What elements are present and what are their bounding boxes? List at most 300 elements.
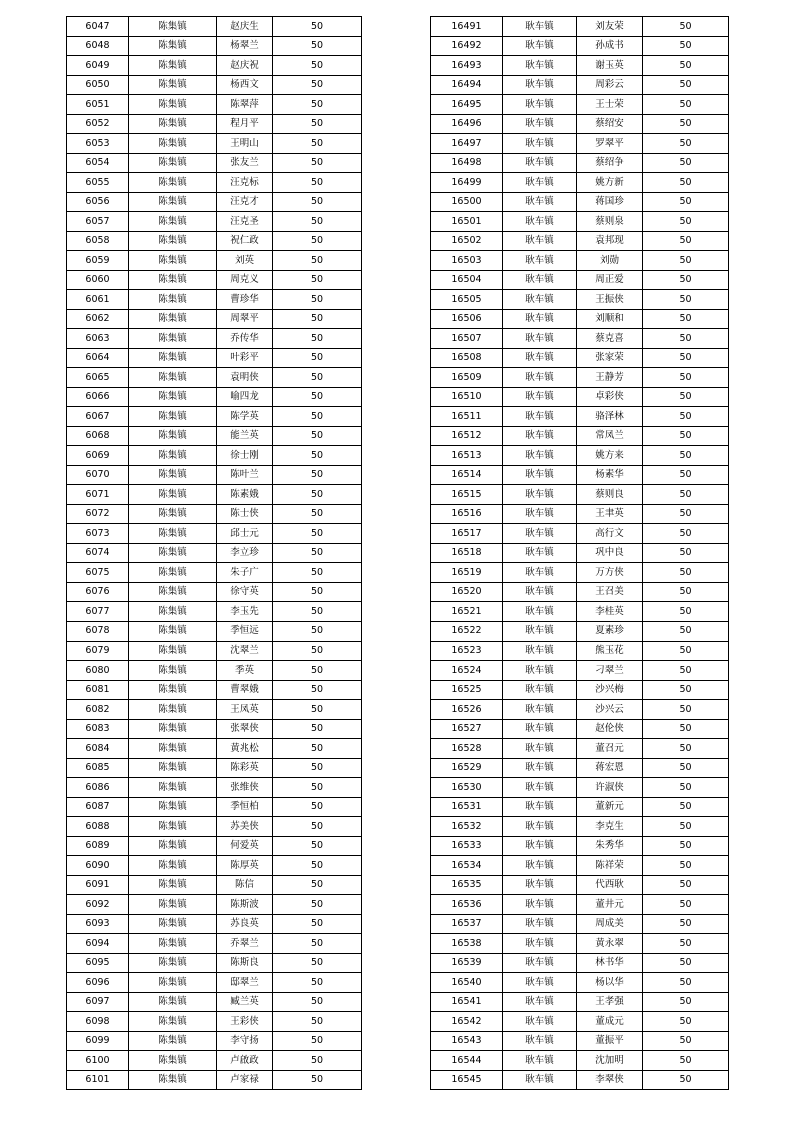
cell-amount: 50 <box>643 426 729 446</box>
cell-amount: 50 <box>643 446 729 466</box>
cell-name: 陈学英 <box>217 407 273 427</box>
cell-serial-number: 6063 <box>67 329 129 349</box>
cell-serial-number: 6065 <box>67 368 129 388</box>
cell-serial-number: 16498 <box>431 153 503 173</box>
cell-amount: 50 <box>643 739 729 759</box>
cell-town: 陈集镇 <box>129 563 217 583</box>
cell-amount: 50 <box>643 348 729 368</box>
cell-town: 陈集镇 <box>129 329 217 349</box>
table-row <box>67 270 362 290</box>
cell-serial-number: 16512 <box>431 426 503 446</box>
cell-amount: 50 <box>273 543 362 563</box>
cell-name: 臧兰英 <box>217 992 273 1012</box>
cell-town: 陈集镇 <box>129 875 217 895</box>
cell-amount: 50 <box>273 875 362 895</box>
cell-town: 耿车镇 <box>503 739 577 759</box>
cell-name: 袁邦现 <box>577 231 643 251</box>
cell-serial-number: 16525 <box>431 680 503 700</box>
cell-town: 耿车镇 <box>503 270 577 290</box>
cell-town: 耿车镇 <box>503 465 577 485</box>
cell-town: 陈集镇 <box>129 992 217 1012</box>
cell-serial-number: 6092 <box>67 895 129 915</box>
cell-serial-number: 6059 <box>67 251 129 271</box>
cell-amount: 50 <box>273 17 362 37</box>
cell-town: 陈集镇 <box>129 621 217 641</box>
table-row <box>431 192 729 212</box>
table-row <box>431 524 729 544</box>
cell-serial-number: 16539 <box>431 953 503 973</box>
cell-name: 杨翠兰 <box>217 36 273 56</box>
cell-amount: 50 <box>273 446 362 466</box>
cell-name: 沈加明 <box>577 1051 643 1071</box>
cell-town: 陈集镇 <box>129 465 217 485</box>
cell-serial-number: 16506 <box>431 309 503 329</box>
cell-amount: 50 <box>643 543 729 563</box>
cell-town: 耿车镇 <box>503 114 577 134</box>
table-row <box>67 504 362 524</box>
cell-town: 陈集镇 <box>129 173 217 193</box>
cell-amount: 50 <box>273 309 362 329</box>
cell-town: 陈集镇 <box>129 953 217 973</box>
cell-town: 陈集镇 <box>129 973 217 993</box>
table-row <box>67 56 362 76</box>
cell-amount: 50 <box>273 153 362 173</box>
cell-serial-number: 16526 <box>431 700 503 720</box>
table-row <box>431 231 729 251</box>
cell-name: 董新元 <box>577 797 643 817</box>
cell-serial-number: 6084 <box>67 739 129 759</box>
cell-amount: 50 <box>643 934 729 954</box>
table-row <box>431 914 729 934</box>
cell-serial-number: 6077 <box>67 602 129 622</box>
cell-name: 刘顺和 <box>577 309 643 329</box>
cell-name: 赵庆生 <box>217 17 273 37</box>
cell-serial-number: 6052 <box>67 114 129 134</box>
cell-name: 王静芳 <box>577 368 643 388</box>
cell-amount: 50 <box>643 212 729 232</box>
cell-amount: 50 <box>273 231 362 251</box>
cell-name: 董井元 <box>577 895 643 915</box>
cell-amount: 50 <box>643 719 729 739</box>
cell-amount: 50 <box>643 641 729 661</box>
cell-amount: 50 <box>273 329 362 349</box>
cell-name: 王振侠 <box>577 290 643 310</box>
table-row <box>431 368 729 388</box>
cell-amount: 50 <box>643 582 729 602</box>
cell-serial-number: 6093 <box>67 914 129 934</box>
table-row <box>431 895 729 915</box>
table-row <box>431 1051 729 1071</box>
cell-serial-number: 6054 <box>67 153 129 173</box>
cell-town: 耿车镇 <box>503 797 577 817</box>
cell-serial-number: 16516 <box>431 504 503 524</box>
cell-name: 苏美侠 <box>217 817 273 837</box>
cell-town: 耿车镇 <box>503 778 577 798</box>
cell-name: 李守扬 <box>217 1031 273 1051</box>
cell-name: 姚方来 <box>577 446 643 466</box>
cell-amount: 50 <box>273 95 362 115</box>
table-row <box>67 1070 362 1090</box>
cell-serial-number: 16527 <box>431 719 503 739</box>
cell-town: 陈集镇 <box>129 251 217 271</box>
cell-town: 耿车镇 <box>503 231 577 251</box>
table-row <box>431 465 729 485</box>
cell-name: 曹翠娥 <box>217 680 273 700</box>
cell-amount: 50 <box>273 973 362 993</box>
table-row <box>431 1031 729 1051</box>
cell-name: 朱子广 <box>217 563 273 583</box>
cell-town: 陈集镇 <box>129 739 217 759</box>
cell-amount: 50 <box>273 75 362 95</box>
table-row <box>67 75 362 95</box>
cell-town: 陈集镇 <box>129 524 217 544</box>
cell-serial-number: 6096 <box>67 973 129 993</box>
cell-town: 耿车镇 <box>503 134 577 154</box>
cell-amount: 50 <box>273 758 362 778</box>
table-row <box>67 641 362 661</box>
cell-town: 耿车镇 <box>503 348 577 368</box>
cell-amount: 50 <box>273 621 362 641</box>
cell-town: 陈集镇 <box>129 290 217 310</box>
cell-amount: 50 <box>643 368 729 388</box>
cell-amount: 50 <box>643 17 729 37</box>
cell-amount: 50 <box>643 875 729 895</box>
cell-serial-number: 6075 <box>67 563 129 583</box>
cell-name: 能兰英 <box>217 426 273 446</box>
cell-town: 耿车镇 <box>503 934 577 954</box>
table-row <box>67 465 362 485</box>
cell-name: 张翠侠 <box>217 719 273 739</box>
table-row <box>431 309 729 329</box>
cell-serial-number: 16528 <box>431 739 503 759</box>
table-row <box>67 621 362 641</box>
cell-name: 何爱英 <box>217 836 273 856</box>
cell-name: 董召元 <box>577 739 643 759</box>
table-row <box>67 563 362 583</box>
table-row <box>431 856 729 876</box>
cell-name: 李立珍 <box>217 543 273 563</box>
table-row <box>67 387 362 407</box>
cell-town: 陈集镇 <box>129 719 217 739</box>
cell-town: 陈集镇 <box>129 836 217 856</box>
cell-name: 黄永翠 <box>577 934 643 954</box>
cell-amount: 50 <box>273 270 362 290</box>
cell-amount: 50 <box>273 856 362 876</box>
table-row <box>67 192 362 212</box>
cell-name: 季恒远 <box>217 621 273 641</box>
table-row <box>431 719 729 739</box>
cell-amount: 50 <box>273 504 362 524</box>
table-row <box>431 56 729 76</box>
cell-town: 陈集镇 <box>129 700 217 720</box>
cell-name: 季恒柏 <box>217 797 273 817</box>
cell-name: 沙兴梅 <box>577 680 643 700</box>
cell-name: 董振平 <box>577 1031 643 1051</box>
cell-serial-number: 6099 <box>67 1031 129 1051</box>
table-row <box>67 836 362 856</box>
cell-town: 耿车镇 <box>503 719 577 739</box>
cell-serial-number: 6057 <box>67 212 129 232</box>
cell-serial-number: 16524 <box>431 661 503 681</box>
table-row <box>67 1012 362 1032</box>
cell-town: 耿车镇 <box>503 836 577 856</box>
table-row <box>431 1012 729 1032</box>
cell-town: 耿车镇 <box>503 582 577 602</box>
cell-amount: 50 <box>273 192 362 212</box>
table-row <box>431 75 729 95</box>
table-row <box>431 212 729 232</box>
cell-serial-number: 16504 <box>431 270 503 290</box>
cell-amount: 50 <box>273 739 362 759</box>
table-row <box>67 992 362 1012</box>
cell-name: 夏素珍 <box>577 621 643 641</box>
cell-serial-number: 6051 <box>67 95 129 115</box>
cell-name: 陈斯良 <box>217 953 273 973</box>
cell-serial-number: 16507 <box>431 329 503 349</box>
cell-name: 杨素华 <box>577 465 643 485</box>
table-row <box>67 348 362 368</box>
cell-town: 陈集镇 <box>129 309 217 329</box>
cell-town: 陈集镇 <box>129 1070 217 1090</box>
cell-serial-number: 6061 <box>67 290 129 310</box>
cell-town: 耿车镇 <box>503 661 577 681</box>
cell-amount: 50 <box>643 270 729 290</box>
table-row <box>431 290 729 310</box>
cell-amount: 50 <box>643 95 729 115</box>
cell-town: 耿车镇 <box>503 817 577 837</box>
cell-name: 林书华 <box>577 953 643 973</box>
cell-serial-number: 16508 <box>431 348 503 368</box>
cell-name: 王召美 <box>577 582 643 602</box>
table-row <box>67 114 362 134</box>
cell-serial-number: 16544 <box>431 1051 503 1071</box>
cell-amount: 50 <box>643 661 729 681</box>
cell-serial-number: 16492 <box>431 36 503 56</box>
cell-amount: 50 <box>643 524 729 544</box>
cell-name: 卢啟政 <box>217 1051 273 1071</box>
cell-town: 耿车镇 <box>503 680 577 700</box>
cell-serial-number: 6098 <box>67 1012 129 1032</box>
cell-name: 徐守英 <box>217 582 273 602</box>
cell-serial-number: 6087 <box>67 797 129 817</box>
cell-name: 李桂英 <box>577 602 643 622</box>
table-row <box>431 739 729 759</box>
cell-amount: 50 <box>273 817 362 837</box>
cell-name: 杨西文 <box>217 75 273 95</box>
cell-amount: 50 <box>643 407 729 427</box>
cell-town: 耿车镇 <box>503 329 577 349</box>
table-row <box>431 875 729 895</box>
table-row <box>431 270 729 290</box>
table-row <box>431 134 729 154</box>
cell-serial-number: 6095 <box>67 953 129 973</box>
table-row <box>431 582 729 602</box>
table-row <box>431 1070 729 1090</box>
cell-serial-number: 6058 <box>67 231 129 251</box>
table-row <box>67 426 362 446</box>
cell-name: 陈素娥 <box>217 485 273 505</box>
cell-town: 耿车镇 <box>503 17 577 37</box>
cell-amount: 50 <box>273 407 362 427</box>
cell-name: 汪克才 <box>217 192 273 212</box>
cell-serial-number: 6094 <box>67 934 129 954</box>
table-row <box>67 661 362 681</box>
cell-town: 陈集镇 <box>129 270 217 290</box>
table-row <box>67 680 362 700</box>
cell-amount: 50 <box>273 895 362 915</box>
cell-amount: 50 <box>643 758 729 778</box>
cell-amount: 50 <box>643 114 729 134</box>
cell-amount: 50 <box>273 778 362 798</box>
cell-serial-number: 6055 <box>67 173 129 193</box>
cell-amount: 50 <box>643 992 729 1012</box>
cell-amount: 50 <box>643 700 729 720</box>
table-row <box>67 582 362 602</box>
cell-serial-number: 6047 <box>67 17 129 37</box>
cell-amount: 50 <box>273 992 362 1012</box>
cell-town: 陈集镇 <box>129 680 217 700</box>
cell-amount: 50 <box>273 563 362 583</box>
table-row <box>67 758 362 778</box>
cell-amount: 50 <box>643 251 729 271</box>
table-row <box>67 134 362 154</box>
cell-amount: 50 <box>643 1070 729 1090</box>
cell-amount: 50 <box>273 914 362 934</box>
cell-town: 耿车镇 <box>503 36 577 56</box>
table-row <box>431 973 729 993</box>
table-row <box>67 739 362 759</box>
cell-town: 陈集镇 <box>129 212 217 232</box>
table-row <box>431 95 729 115</box>
cell-serial-number: 16518 <box>431 543 503 563</box>
cell-amount: 50 <box>643 836 729 856</box>
table-row <box>431 563 729 583</box>
cell-amount: 50 <box>643 817 729 837</box>
cell-amount: 50 <box>643 387 729 407</box>
cell-amount: 50 <box>643 1051 729 1071</box>
cell-serial-number: 16519 <box>431 563 503 583</box>
cell-amount: 50 <box>643 134 729 154</box>
cell-serial-number: 16501 <box>431 212 503 232</box>
table-row <box>67 485 362 505</box>
cell-town: 耿车镇 <box>503 1012 577 1032</box>
cell-town: 耿车镇 <box>503 758 577 778</box>
cell-amount: 50 <box>273 465 362 485</box>
cell-town: 陈集镇 <box>129 153 217 173</box>
cell-serial-number: 16500 <box>431 192 503 212</box>
cell-town: 陈集镇 <box>129 778 217 798</box>
cell-town: 陈集镇 <box>129 934 217 954</box>
cell-serial-number: 16536 <box>431 895 503 915</box>
cell-serial-number: 16531 <box>431 797 503 817</box>
cell-amount: 50 <box>273 641 362 661</box>
left-table <box>66 16 362 1090</box>
table-row <box>431 778 729 798</box>
cell-town: 耿车镇 <box>503 309 577 329</box>
cell-name: 曹珍华 <box>217 290 273 310</box>
cell-serial-number: 6074 <box>67 543 129 563</box>
cell-serial-number: 16496 <box>431 114 503 134</box>
cell-name: 骆泽林 <box>577 407 643 427</box>
cell-amount: 50 <box>643 953 729 973</box>
cell-amount: 50 <box>273 719 362 739</box>
table-row <box>431 36 729 56</box>
table-row <box>67 1051 362 1071</box>
cell-amount: 50 <box>273 251 362 271</box>
table-row <box>67 329 362 349</box>
cell-amount: 50 <box>273 1031 362 1051</box>
table-row <box>431 348 729 368</box>
cell-name: 代西耿 <box>577 875 643 895</box>
cell-serial-number: 6089 <box>67 836 129 856</box>
cell-name: 张家荣 <box>577 348 643 368</box>
cell-amount: 50 <box>643 504 729 524</box>
table-row <box>431 173 729 193</box>
cell-serial-number: 16542 <box>431 1012 503 1032</box>
cell-town: 耿车镇 <box>503 95 577 115</box>
cell-amount: 50 <box>643 173 729 193</box>
cell-amount: 50 <box>273 134 362 154</box>
cell-serial-number: 6071 <box>67 485 129 505</box>
cell-serial-number: 6083 <box>67 719 129 739</box>
cell-name: 刘英 <box>217 251 273 271</box>
cell-serial-number: 16533 <box>431 836 503 856</box>
cell-serial-number: 16499 <box>431 173 503 193</box>
cell-name: 邸翠兰 <box>217 973 273 993</box>
cell-amount: 50 <box>643 56 729 76</box>
cell-name: 季英 <box>217 661 273 681</box>
cell-town: 耿车镇 <box>503 700 577 720</box>
cell-name: 周正爱 <box>577 270 643 290</box>
cell-serial-number: 6086 <box>67 778 129 798</box>
cell-town: 耿车镇 <box>503 621 577 641</box>
cell-serial-number: 16494 <box>431 75 503 95</box>
cell-amount: 50 <box>273 36 362 56</box>
cell-town: 陈集镇 <box>129 231 217 251</box>
cell-town: 陈集镇 <box>129 134 217 154</box>
table-row <box>67 914 362 934</box>
cell-town: 陈集镇 <box>129 75 217 95</box>
cell-town: 陈集镇 <box>129 95 217 115</box>
cell-amount: 50 <box>273 368 362 388</box>
cell-town: 陈集镇 <box>129 1031 217 1051</box>
table-row <box>431 700 729 720</box>
cell-name: 蔡则泉 <box>577 212 643 232</box>
cell-serial-number: 16495 <box>431 95 503 115</box>
cell-serial-number: 16510 <box>431 387 503 407</box>
cell-town: 陈集镇 <box>129 114 217 134</box>
cell-town: 陈集镇 <box>129 446 217 466</box>
cell-serial-number: 16545 <box>431 1070 503 1090</box>
cell-town: 陈集镇 <box>129 543 217 563</box>
table-row <box>67 251 362 271</box>
cell-serial-number: 6064 <box>67 348 129 368</box>
cell-name: 蒋国珍 <box>577 192 643 212</box>
cell-town: 耿车镇 <box>503 973 577 993</box>
table-row <box>67 1031 362 1051</box>
cell-town: 耿车镇 <box>503 290 577 310</box>
cell-amount: 50 <box>273 1012 362 1032</box>
cell-name: 王孝强 <box>577 992 643 1012</box>
cell-amount: 50 <box>273 661 362 681</box>
cell-amount: 50 <box>273 485 362 505</box>
cell-serial-number: 16530 <box>431 778 503 798</box>
cell-name: 谢玉英 <box>577 56 643 76</box>
cell-name: 蒋宏恩 <box>577 758 643 778</box>
cell-serial-number: 6066 <box>67 387 129 407</box>
cell-serial-number: 16491 <box>431 17 503 37</box>
cell-name: 陈彩英 <box>217 758 273 778</box>
